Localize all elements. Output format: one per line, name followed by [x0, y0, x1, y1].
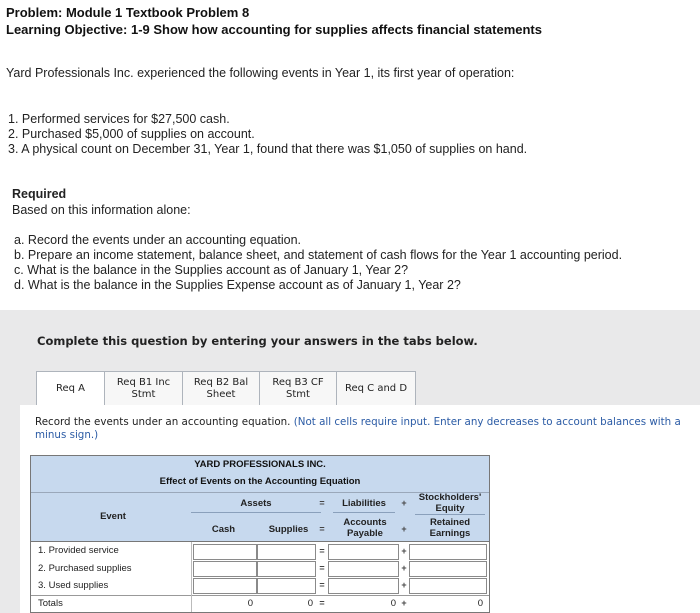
supplies-total: 0 [307, 598, 313, 609]
cash-input[interactable] [193, 578, 257, 594]
totals-divider [31, 595, 489, 596]
accounts-payable-input[interactable] [328, 561, 399, 577]
tab-req-c-and-d[interactable]: Req C and D [336, 371, 416, 406]
event-item: 3. A physical count on December 31, Year 1, found that there was $1,050 of supplies on hand. [8, 142, 528, 156]
supplies-input[interactable] [257, 561, 316, 577]
retained-earnings-input[interactable] [409, 544, 487, 560]
plus-sign-icon: + [401, 498, 407, 508]
equals-sign-icon: = [319, 524, 325, 534]
table-row: 1. Provided service [38, 545, 119, 556]
cash-input[interactable] [193, 544, 257, 560]
accounts-payable-total: 0 [390, 598, 396, 609]
equals-sign-icon: = [319, 580, 325, 590]
required-subtitle: Based on this information alone: [12, 203, 191, 217]
tab-req-b2-bal-sheet[interactable]: Req B2 Bal Sheet [182, 371, 259, 406]
instruction-text: Record the events under an accounting equation. (Not all cells require input. Enter any decreases to account balances with a minus sign.) [35, 416, 681, 441]
tab-req-b1-inc-stmt[interactable]: Req B1 Inc Stmt [104, 371, 182, 406]
table-row: 3. Used supplies [38, 580, 109, 591]
equals-sign-icon: = [319, 546, 325, 556]
plus-sign-icon: + [401, 598, 407, 608]
plus-sign-icon: + [401, 563, 407, 573]
equals-sign-icon: = [319, 498, 325, 508]
requirement-item: d. What is the balance in the Supplies Expense account as of January 1, Year 2? [14, 278, 461, 292]
panel-title: Complete this question by entering your answers in the tabs below. [37, 334, 478, 348]
table-subtitle: Effect of Events on the Accounting Equation [159, 476, 361, 487]
equals-sign-icon: = [319, 598, 325, 608]
requirement-item: b. Prepare an income statement, balance sheet, and statement of cash flows for the Year 1 accounting period. [14, 248, 623, 262]
accounts-payable-header: Accounts Payable [343, 517, 387, 539]
plus-sign-icon: + [401, 580, 407, 590]
assets-header: Assets [240, 498, 272, 509]
liabilities-header: Liabilities [342, 498, 386, 509]
requirement-tabs [36, 371, 416, 406]
retained-earnings-input[interactable] [409, 561, 487, 577]
header-divider [31, 541, 489, 542]
problem-intro: Yard Professionals Inc. experienced the following events in Year 1, its first year of operation: [6, 66, 515, 80]
retained-earnings-input[interactable] [409, 578, 487, 594]
equals-sign-icon: = [319, 563, 325, 573]
supplies-input[interactable] [257, 578, 316, 594]
stockholders-equity-header: Stockholders' Equity [418, 492, 482, 514]
cash-input[interactable] [193, 561, 257, 577]
learning-objective: Learning Objective: 1-9 Show how accounting for supplies affects financial statements [6, 22, 542, 37]
table-row: 2. Purchased supplies [38, 563, 132, 574]
assets-underline [191, 512, 321, 513]
accounts-payable-input[interactable] [328, 578, 399, 594]
column-separator [191, 542, 192, 612]
cash-total: 0 [247, 598, 253, 609]
tab-req-a[interactable]: Req A [36, 371, 104, 406]
totals-label: Totals [38, 598, 63, 609]
instruction-note: (Not all cells require input. Enter any decreases to account balances with a minus sign.) [35, 416, 681, 441]
company-name: YARD PROFESSIONALS INC. [194, 459, 326, 470]
retained-earnings-header: Retained Earnings [429, 517, 471, 539]
plus-sign-icon: + [401, 546, 407, 556]
supplies-header: Supplies [268, 524, 309, 535]
plus-sign-icon: + [401, 524, 407, 534]
event-item: 1. Performed services for $27,500 cash. [8, 112, 230, 126]
event-column-header: Event [100, 511, 126, 522]
supplies-input[interactable] [257, 544, 316, 560]
problem-title: Problem: Module 1 Textbook Problem 8 [6, 5, 250, 20]
liabilities-underline [333, 512, 395, 513]
accounts-payable-input[interactable] [328, 544, 399, 560]
accounting-equation-table [30, 455, 490, 613]
equity-underline [415, 514, 485, 515]
requirement-item: a. Record the events under an accounting equation. [14, 233, 302, 247]
retained-earnings-total: 0 [477, 598, 483, 609]
required-label: Required [12, 187, 67, 201]
requirement-item: c. What is the balance in the Supplies account as of January 1, Year 2? [14, 263, 409, 277]
tab-req-b3-cf-stmt[interactable]: Req B3 CF Stmt [259, 371, 336, 406]
event-item: 2. Purchased $5,000 of supplies on account. [8, 127, 255, 141]
cash-header: Cash [211, 524, 236, 535]
